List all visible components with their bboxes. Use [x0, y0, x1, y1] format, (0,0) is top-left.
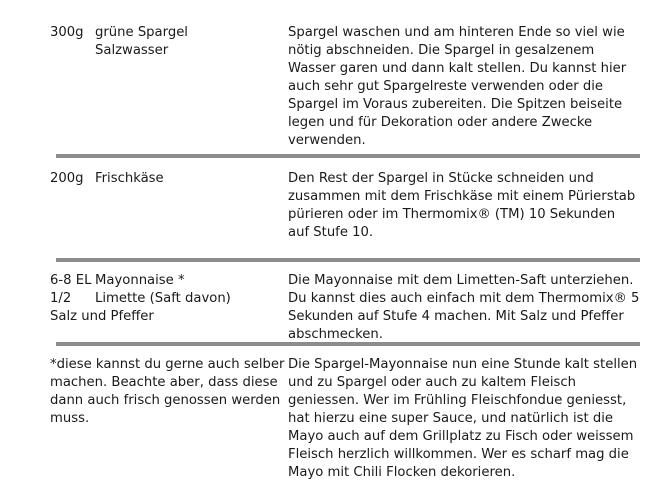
- ingredient-list: [50, 170, 288, 188]
- ingredient-list: [50, 272, 288, 326]
- ingredient-quantity: 6-8 EL: [50, 273, 92, 288]
- ingredient-item: [50, 24, 288, 42]
- ingredient-item: [50, 170, 288, 188]
- ingredient-item: [50, 42, 288, 60]
- ingredient-item: [50, 272, 288, 290]
- ingredient-quantity: 300g: [50, 25, 84, 40]
- instruction-text: [288, 24, 640, 150]
- footnote-text: *diese kannst du gerne auch selber machen. Beachte aber, dass diese dann auch frisch genossen werden muss.: [50, 357, 285, 426]
- ingredient-quantity: 1/2: [50, 291, 72, 306]
- instruction-text: [288, 170, 640, 242]
- recipe-step-3: [50, 262, 640, 342]
- recipe-step-1: [50, 24, 640, 154]
- ingredient-item: [50, 290, 288, 308]
- ingredient-quantity: [50, 42, 95, 60]
- footnote: [50, 356, 288, 428]
- ingredient-seasoning: Salz und Pfeffer: [50, 309, 154, 324]
- ingredient-list: [50, 24, 288, 60]
- instruction-text: [288, 272, 640, 344]
- instruction-paragraph: Spargel waschen und am hinteren Ende so viel wie nötig abschneiden. Die Spargel in gesalzenem Wasser garen und dann kalt stellen. Du kannst hier auch sehr gut Spargelreste verwenden oder die Spargel im Voraus zubereiten. Die Spitzen beiseite legen und für Dekoration oder andere Zwecke verwenden.: [288, 25, 627, 148]
- recipe-table: [50, 24, 640, 482]
- ingredient-name: Frischkäse: [95, 171, 164, 186]
- instruction-paragraph: Die Mayonnaise mit dem Limetten-Saft unterziehen. Du kannst dies auch einfach mit dem Thermomix® 5 Sekunden auf Stufe 4 machen. Mit Salz und Pfeffer abschmecken.: [288, 273, 640, 342]
- instruction-text: [288, 356, 640, 482]
- ingredient-quantity: 200g: [50, 171, 84, 186]
- instruction-paragraph: Die Spargel-Mayonnaise nun eine Stunde kalt stellen und zu Spargel oder auch zu kaltem Fleisch geniessen. Wer im Frühling Fleischfondue geniesst, hat hierzu eine super Sauce, und natürlich ist die Mayo auch auf dem Grillplatz zu Fisch oder weissem Fleisch herzlich willkommen. Wer es scharf mag die Mayo mit Chili Flocken dekorieren.: [288, 357, 638, 480]
- ingredient-name: Salzwasser: [95, 43, 169, 58]
- ingredient-name: Mayonnaise *: [95, 273, 185, 288]
- recipe-step-2: [50, 158, 640, 258]
- ingredient-name: grüne Spargel: [95, 25, 188, 40]
- recipe-step-4: [50, 346, 640, 482]
- instruction-paragraph: Den Rest der Spargel in Stücke schneiden und zusammen mit dem Frischkäse mit einem Pürierstab pürieren oder im Thermomix® (TM) 10 Sekunden auf Stufe 10.: [288, 171, 636, 240]
- ingredient-name: Limette (Saft davon): [95, 291, 231, 306]
